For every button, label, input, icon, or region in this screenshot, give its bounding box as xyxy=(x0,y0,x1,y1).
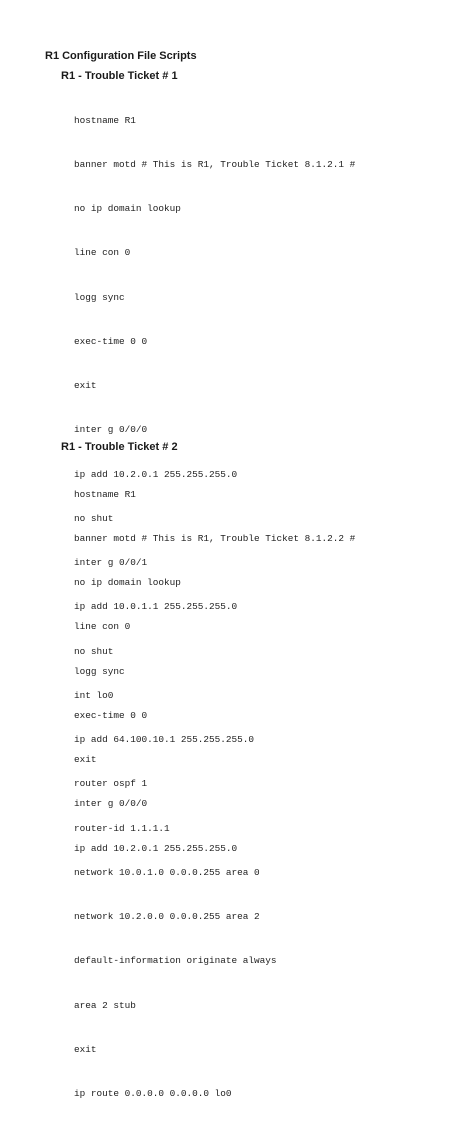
config-line: inter g 0/0/1 xyxy=(74,557,148,568)
config-line: exit xyxy=(74,1043,97,1055)
config-line: no ip domain lookup xyxy=(74,203,181,214)
config-line: hostname R1 xyxy=(74,488,136,500)
config-line: ip route 0.0.0.0 0.0.0.0 lo0 xyxy=(74,1088,232,1099)
config-line: network 10.2.0.0 0.0.0.255 area 2 xyxy=(74,911,260,922)
config-line: ip add 10.0.1.1 255.255.255.0 xyxy=(74,601,238,613)
config-line: exec-time 0 0 xyxy=(74,709,148,721)
config-line: exec-time 0 0 xyxy=(74,335,148,347)
config-line: network 10.0.1.0 0.0.0.255 area 0 xyxy=(74,866,260,878)
config-line: no shut xyxy=(74,512,114,524)
config-line: default-information originate always xyxy=(74,955,277,967)
document-title: R1 Configuration File Scripts xyxy=(45,50,197,62)
config-line: banner motd # This is R1, Trouble Ticket 8.1.2.1 # xyxy=(74,158,356,170)
section-heading-ticket-2: R1 - Trouble Ticket # 2 xyxy=(61,441,178,453)
config-line: line con 0 xyxy=(74,247,131,259)
config-line: inter g 0/0/0 xyxy=(74,424,148,436)
config-line: inter g 0/0/0 xyxy=(74,798,148,810)
config-line: ip add 10.2.0.1 255.255.255.0 xyxy=(74,468,238,480)
config-line: line con 0 xyxy=(74,621,131,633)
config-line: exit xyxy=(74,380,97,391)
config-line: exit xyxy=(74,754,97,765)
config-line: no shut xyxy=(74,645,114,657)
config-line: ip add 10.2.0.1 255.255.255.0 xyxy=(74,842,238,854)
config-line: hostname R1 xyxy=(74,114,136,126)
section-heading-ticket-1: R1 - Trouble Ticket # 1 xyxy=(61,70,178,82)
config-line: logg sync xyxy=(74,291,125,303)
config-line: logg sync xyxy=(74,665,125,677)
config-script-ticket-2 xyxy=(74,458,355,886)
config-line: router ospf 1 xyxy=(74,778,148,790)
config-line: int lo0 xyxy=(74,689,114,701)
config-line: area 2 stub xyxy=(74,999,136,1011)
config-line: ip add 64.100.10.1 255.255.255.0 xyxy=(74,734,255,745)
config-line: no ip domain lookup xyxy=(74,577,181,588)
config-line: router-id 1.1.1.1 xyxy=(74,822,170,834)
config-line: banner motd # This is R1, Trouble Ticket 8.1.2.2 # xyxy=(74,532,356,544)
